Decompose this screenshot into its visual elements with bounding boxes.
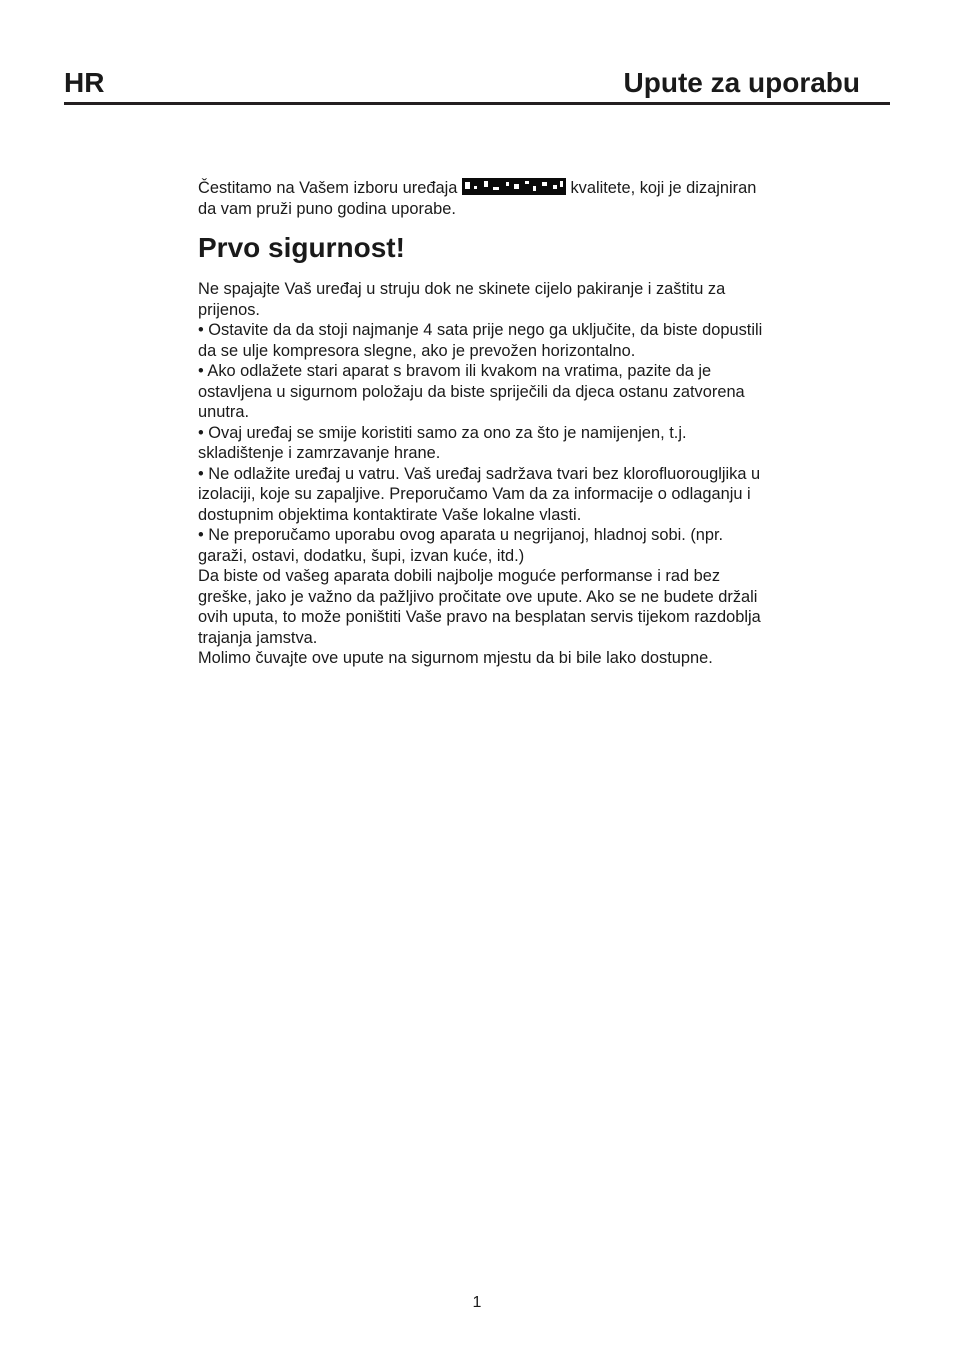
intro-text-after: kvalitete, koji je dizajniran da vam pruži puno godina uporabe.	[198, 179, 757, 218]
brand-logo-redacted	[462, 178, 566, 195]
section-title: Prvo sigurnost!	[198, 232, 405, 263]
page-header	[64, 64, 890, 105]
manual-content	[198, 178, 768, 669]
safety-paragraph-3: • Ako odlažete stari aparat s bravom ili kvakom na vratima, pazite da je ostavljena u sigurnom položaju da biste spriječili da djeca ostanu zatvorena unutra.	[198, 362, 745, 421]
language-code: HR	[64, 67, 105, 98]
manual-title: Upute za uporabu	[623, 67, 860, 98]
intro-paragraph	[198, 178, 768, 219]
safety-paragraph-4: • Ovaj uređaj se smije koristiti samo za ono za što je namijenjen, t.j. skladištenje i zamrzavanje hrane.	[198, 423, 687, 462]
safety-paragraph-7: Da biste od vašeg aparata dobili najbolje moguće performanse i rad bez greške, jako je važno da pažljivo pročitate ove upute. Ako se ne budete držali ovih uputa, to može poništiti Vaše pravo na besplatan servis tijekom razdoblja trajanja jamstva.	[198, 567, 761, 647]
safety-paragraph-2: • Ostavite da da stoji najmanje 4 sata prije nego ga uključite, da biste dopustili da se ulje kompresora slegne, ako je prevožen horizontalno.	[198, 321, 763, 360]
safety-paragraph-1: Ne spajajte Vaš uređaj u struju dok ne skinete cijelo pakiranje i zaštitu za prijenos.	[198, 280, 726, 319]
safety-paragraph-5: • Ne odlažite uređaj u vatru. Vaš uređaj sadržava tvari bez klorofluorougljika u izolaciji, koje su zapaljive. Preporučamo Vam da za informacije o odlaganju i dostupnim objektima kontaktirate Vaše lokalne vlasti.	[198, 464, 761, 524]
intro-text-before: Čestitamo na Vašem izboru uređaja	[198, 179, 462, 197]
safety-paragraph-6: • Ne preporučamo uporabu ovog aparata u negrijanoj, hladnoj sobi. (npr. garaži, ostavi, dodatku, šupi, izvan kuće, itd.)	[198, 526, 724, 565]
page-number: 1	[472, 1294, 482, 1311]
safety-paragraph-8: Molimo čuvajte ove upute na sigurnom mjestu da bi bile lako dostupne.	[198, 649, 713, 667]
